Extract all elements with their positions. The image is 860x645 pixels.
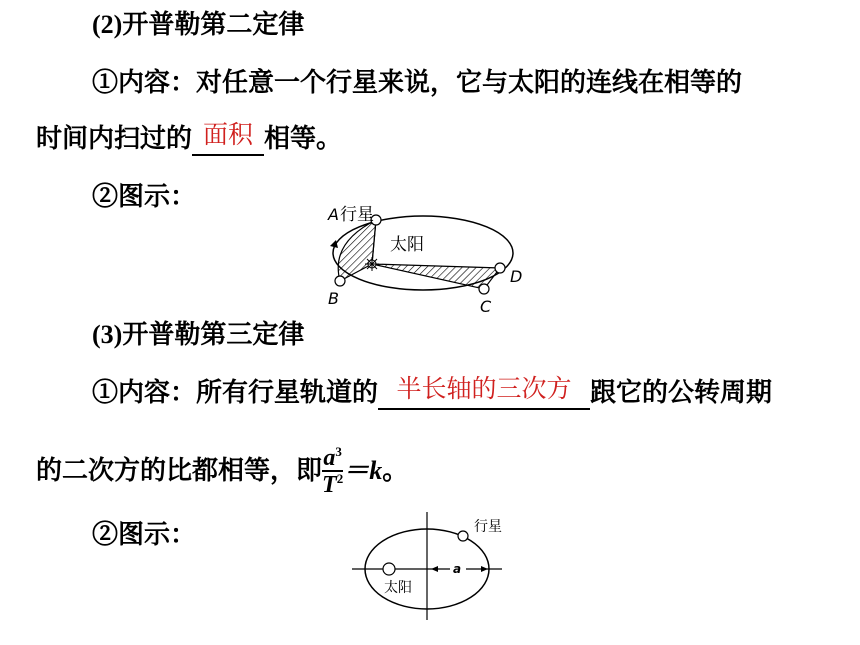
label-c: C bbox=[480, 297, 492, 316]
label-d: D bbox=[510, 267, 523, 286]
axis-arrow-left-icon bbox=[431, 566, 438, 572]
kepler3-content-text3: 的二次方的比都相等，即 bbox=[36, 456, 323, 486]
planet-icon bbox=[458, 531, 468, 541]
formula-denominator: $T^2$ bbox=[322, 471, 344, 498]
axis-arrow-right-icon bbox=[481, 566, 488, 572]
kepler3-answer-blank bbox=[378, 374, 590, 410]
kepler3-content-line2 bbox=[36, 446, 408, 498]
planet-d-icon bbox=[495, 263, 505, 273]
kepler3-heading: (3)开普勒第三定律 bbox=[92, 320, 305, 349]
kepler3-answer: 半长轴的三次方 bbox=[396, 374, 572, 403]
formula-rhs: ＝k bbox=[343, 456, 383, 485]
label-a: A bbox=[328, 205, 339, 224]
kepler3-content-text2: 跟它的公转周期 bbox=[590, 378, 773, 408]
label-sun: 太阳 bbox=[384, 580, 412, 596]
label-semi-major-axis: a bbox=[453, 562, 462, 576]
planet-b-icon bbox=[335, 276, 345, 286]
label-planet: 行星 bbox=[474, 519, 502, 535]
planet-c-icon bbox=[479, 284, 489, 294]
formula-numerator: $a^3$ bbox=[323, 444, 342, 471]
sun-icon bbox=[383, 563, 395, 575]
sun-icon bbox=[365, 257, 379, 271]
kepler2-heading: (2)开普勒第二定律 bbox=[92, 10, 305, 39]
kepler2-answer: 面积 bbox=[203, 120, 254, 149]
formula-end: 。 bbox=[382, 456, 409, 486]
kepler2-content-line2 bbox=[36, 122, 342, 156]
kepler2-content-text2: 时间内扫过的 bbox=[36, 124, 193, 154]
kepler2-figure-label: ②图示： bbox=[92, 182, 197, 212]
kepler3-diagram bbox=[352, 512, 512, 622]
formula-fraction bbox=[322, 446, 343, 498]
kepler2-swept-area-ab bbox=[338, 220, 376, 281]
kepler3-content-line1 bbox=[92, 376, 772, 410]
kepler2-content-text3: 相等。 bbox=[264, 124, 343, 154]
kepler2-content-label: ①内容： bbox=[92, 68, 197, 98]
label-sun-top: 太阳 bbox=[390, 235, 424, 255]
kepler3-content-text1: 所有行星轨道的 bbox=[196, 378, 379, 408]
kepler3-figure-label: ②图示： bbox=[92, 520, 197, 550]
kepler2-diagram bbox=[326, 198, 526, 318]
label-b: B bbox=[328, 289, 339, 308]
kepler2-content-line1 bbox=[92, 66, 742, 100]
kepler2-answer-blank bbox=[192, 120, 264, 156]
kepler2-content-text1: 对任意一个行星来说，它与太阳的连线在相等的 bbox=[196, 68, 743, 98]
kepler3-content-label: ①内容： bbox=[92, 378, 197, 408]
label-planet-top: 行星 bbox=[340, 205, 374, 225]
